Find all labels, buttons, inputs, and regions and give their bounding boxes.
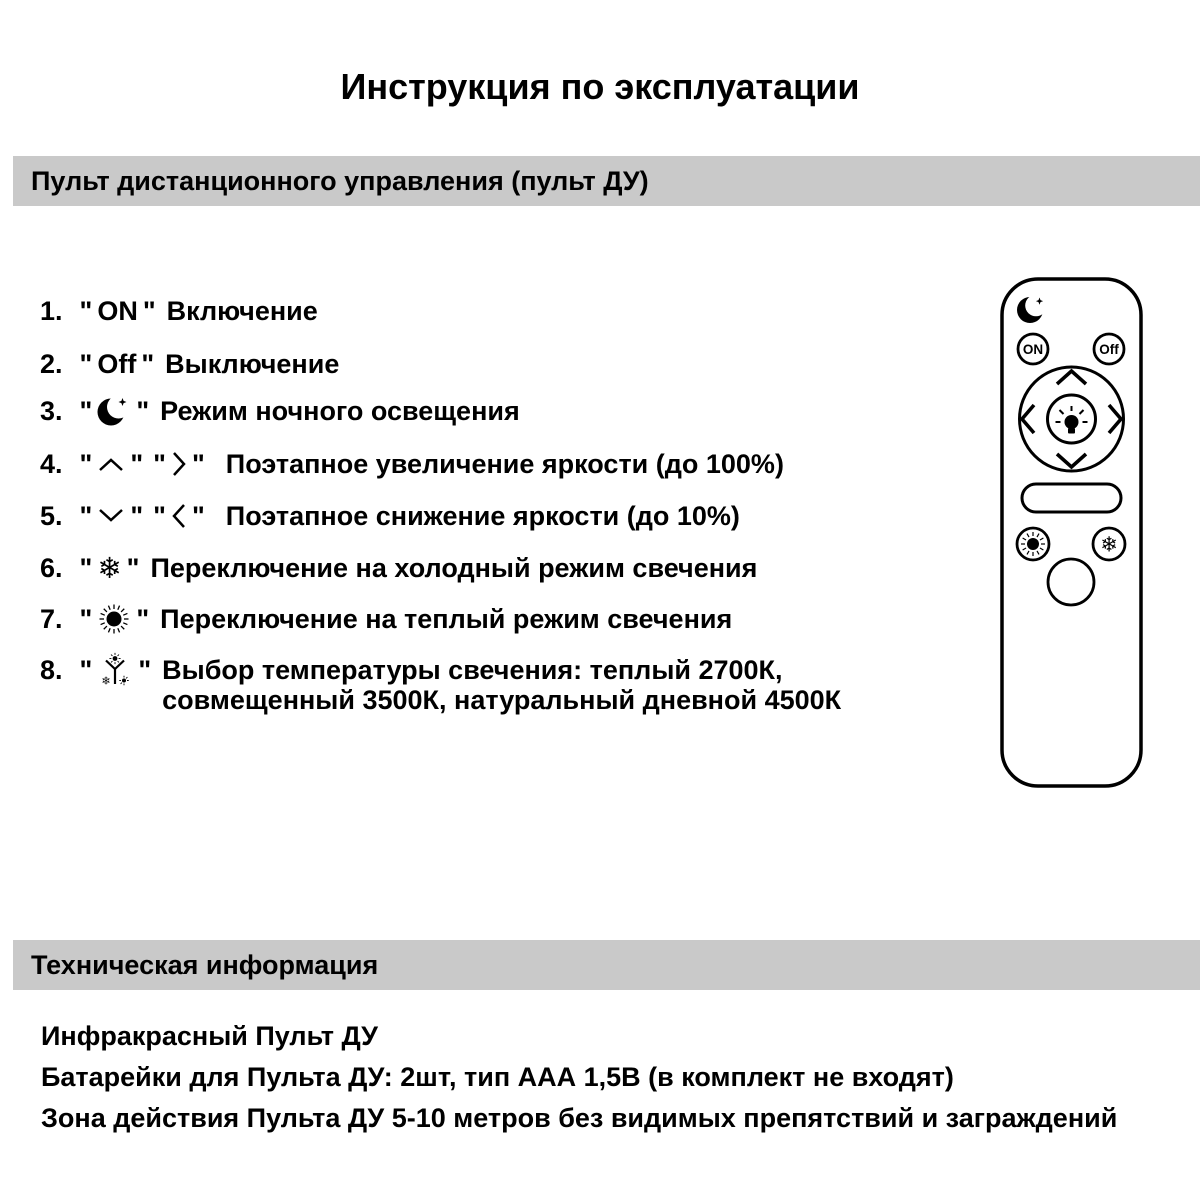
quote-mark: " <box>141 349 155 379</box>
tech-info-line: Зона действия Пульта ДУ 5-10 метров без видимых препятствий и заграждений <box>41 1103 1118 1133</box>
remote-control-illustration <box>1000 277 1143 788</box>
snowflake-icon: ❄ <box>97 551 122 585</box>
quote-mark: " <box>191 501 205 531</box>
list-item-cold-mode <box>40 551 757 585</box>
on-button-label: ON <box>97 296 138 326</box>
quote-mark: " <box>79 349 93 379</box>
remote-off-button <box>1094 334 1124 364</box>
list-item-night-mode <box>40 394 520 428</box>
page-title: Инструкция по эксплуатации <box>340 66 860 107</box>
tech-info <box>41 1016 1117 1139</box>
quote-mark: " <box>153 449 166 479</box>
list-item-off <box>40 347 339 381</box>
remote-dpad <box>1020 367 1124 471</box>
quote-mark: " <box>191 449 205 479</box>
temperature-select-icon <box>97 652 133 689</box>
item-number: 5. <box>40 501 63 531</box>
warm-sun-icon <box>1017 528 1049 560</box>
list-item-on <box>40 294 318 328</box>
list-item-brightness-up <box>40 447 784 481</box>
quote-mark: " <box>153 501 166 531</box>
quote-mark: " <box>79 449 93 479</box>
item-number: 6. <box>40 553 63 583</box>
list-item-warm-mode <box>40 602 732 636</box>
item-label-line2: совмещенный 3500К, натуральный дневной 4500К <box>162 685 842 715</box>
chevron-down-icon <box>97 507 125 525</box>
quote-mark: " <box>130 501 144 531</box>
quote-mark: " <box>130 449 144 479</box>
item-number: 3. <box>40 396 63 426</box>
moon-star-icon <box>97 394 131 428</box>
section-header-tech <box>13 940 1200 990</box>
remote-pill-button <box>1022 484 1121 512</box>
item-label: Переключение на теплый режим свечения <box>160 604 733 634</box>
quote-mark: " <box>126 553 140 583</box>
quote-mark: " <box>136 604 150 634</box>
quote-mark: " <box>79 655 93 685</box>
chevron-left-icon <box>171 501 187 531</box>
mini-snowflake-icon: ❄ <box>101 674 111 688</box>
quote-mark: " <box>79 501 93 531</box>
item-label: Переключение на холодный режим свечения <box>150 553 758 583</box>
list-item-brightness-down <box>40 499 740 533</box>
item-label-line1: Выбор температуры свечения: теплый 2700К, <box>162 655 783 685</box>
cold-snowflake-icon <box>1093 528 1125 560</box>
section-header-remote <box>13 156 1200 206</box>
quote-mark: " <box>138 655 152 685</box>
item-number: 4. <box>40 449 63 479</box>
quote-mark: " <box>79 553 93 583</box>
quote-mark: " <box>142 296 156 326</box>
item-label: Поэтапное увеличение яркости (до 100%) <box>225 449 784 479</box>
tech-info-line: Батарейки для Пульта ДУ: 2шт, тип ААА 1,5В (в комплект не входят) <box>41 1062 954 1092</box>
section-header-tech-label: Техническая информация <box>31 949 379 980</box>
quote-mark: " <box>79 396 93 426</box>
remote-on-button <box>1018 334 1048 364</box>
svg-text:Off: Off <box>1099 342 1119 357</box>
item-number: 8. <box>40 655 63 685</box>
item-number: 2. <box>40 349 63 379</box>
remote-round-button <box>1048 559 1094 605</box>
item-label <box>162 655 841 715</box>
svg-text:ON: ON <box>1022 342 1044 357</box>
item-label: Выключение <box>165 349 340 379</box>
quote-mark: " <box>79 296 93 326</box>
chevron-up-icon <box>97 455 125 473</box>
item-label: Поэтапное снижение яркости (до 10%) <box>225 501 740 531</box>
section-header-remote-label: Пульт дистанционного управления (пульт ДУ) <box>31 165 649 196</box>
chevron-right-icon <box>171 449 187 479</box>
sun-icon <box>97 602 131 636</box>
quote-mark: " <box>136 396 150 426</box>
quote-mark: " <box>79 604 93 634</box>
item-number: 1. <box>40 296 63 326</box>
list-item-temperature-select <box>40 655 841 715</box>
item-number: 7. <box>40 604 63 634</box>
svg-text:❄: ❄ <box>1100 532 1118 557</box>
item-label: Режим ночного освещения <box>160 396 520 426</box>
tech-info-line: Инфракрасный Пульт ДУ <box>41 1021 378 1051</box>
item-label: Включение <box>166 296 318 326</box>
off-button-label: Off <box>97 349 137 379</box>
